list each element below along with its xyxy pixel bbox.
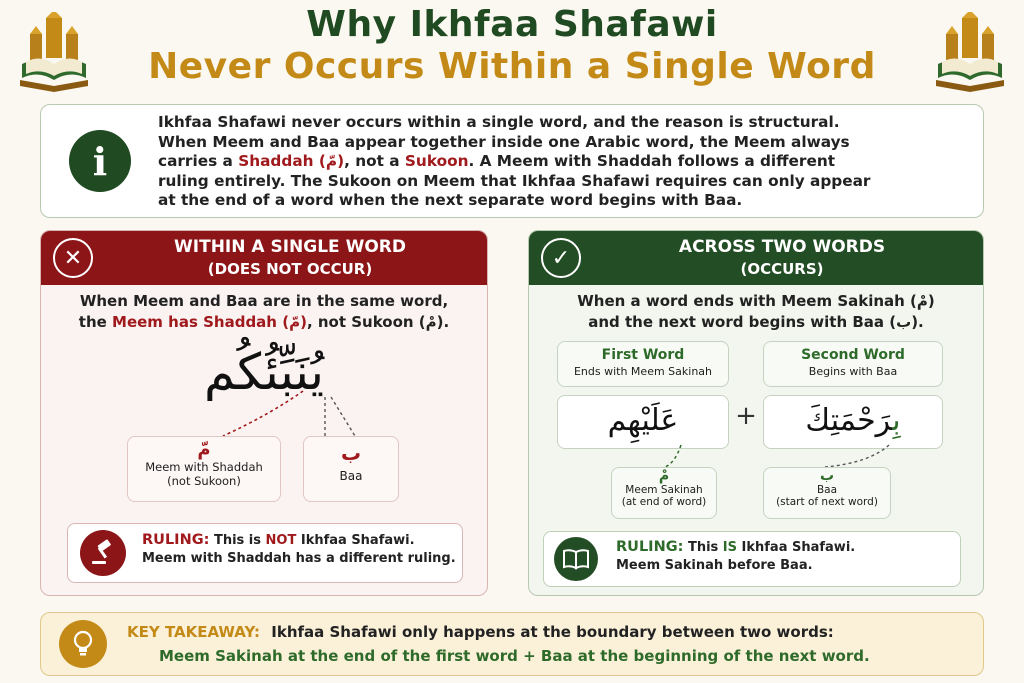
first-word-box: عَلَيْهِم	[557, 395, 729, 449]
panel-subtitle-right: (OCCURS)	[740, 260, 824, 278]
info-line-5: at the end of a word when the next separate word begins with Baa.	[158, 191, 743, 210]
info-icon: i	[69, 130, 131, 192]
left-description: When Meem and Baa are in the same word, the Meem has Shaddah (مّ), not Sukoon (مْ).	[78, 292, 450, 331]
check-circle-icon: ✓	[541, 238, 581, 278]
page-title-line2: Never Occurs Within a Single Word	[148, 46, 876, 87]
panel-across-two-words	[528, 230, 984, 596]
second-word-box: بِرَحْمَتِكَ	[763, 395, 943, 449]
page-title-line1: Why Ikhfaa Shafawi	[306, 4, 718, 45]
ruling-box-right	[543, 531, 961, 587]
ruling-text-left: RULING: This is NOT Ikhfaa Shafawi. Meem with Shaddah has a different ruling.	[142, 532, 456, 566]
info-line-3: carries a Shaddah (مّ), not a Sukoon. A Meem with Shaddah follows a different	[158, 152, 836, 171]
ruling-text-right: RULING: This IS Ikhfaa Shafawi. Meem Sakinah before Baa.	[616, 539, 856, 573]
right-description: When a word ends with Meem Sakinah (مْ) and the next word begins with Baa (ب).	[577, 292, 935, 331]
arabic-word-yunabbiukum: يُنَبِّئُكُم	[203, 343, 325, 401]
first-word-header: First Word Ends with Meem Sakinah	[557, 341, 729, 387]
key-takeaway-box	[40, 612, 984, 676]
info-line-2: When Meem and Baa appear together inside one Arabic word, the Meem always	[158, 132, 850, 151]
info-text	[158, 113, 968, 211]
close-circle-icon: ✕	[53, 238, 93, 278]
second-word-header: Second Word Begins with Baa	[763, 341, 943, 387]
label-meem-sakinah: مْ Meem Sakinah (at end of word)	[611, 467, 717, 519]
lightbulb-icon	[59, 620, 107, 668]
panel-title-left: WITHIN A SINGLE WORD	[174, 237, 406, 257]
info-box	[40, 104, 984, 218]
label-meem-with-shaddah: مّ Meem with Shaddah (not Sukoon)	[127, 436, 281, 502]
info-line-4: ruling entirely. The Sukoon on Meem that Ikhfaa Shafawi requires can only appear	[158, 171, 871, 190]
label-baa-start: ب Baa (start of next word)	[763, 467, 891, 519]
panel-within-single-word	[40, 230, 488, 596]
panel-subtitle-left: (DOES NOT OCCUR)	[207, 260, 373, 278]
plus-sign: +	[735, 401, 757, 431]
takeaway-line-1: KEY TAKEAWAY: Ikhfaa Shafawi only happens at the boundary between two words:	[127, 623, 834, 641]
ruling-box-left	[67, 523, 463, 583]
gavel-icon	[80, 530, 126, 576]
open-book-icon	[554, 537, 598, 581]
takeaway-line-2: Meem Sakinah at the end of the first word + Baa at the beginning of the next word.	[159, 647, 870, 665]
panel-title-right: ACROSS TWO WORDS	[678, 237, 886, 257]
info-line-1: Ikhfaa Shafawi never occurs within a single word, and the reason is structural.	[158, 113, 840, 131]
label-baa: ب Baa	[303, 436, 399, 502]
